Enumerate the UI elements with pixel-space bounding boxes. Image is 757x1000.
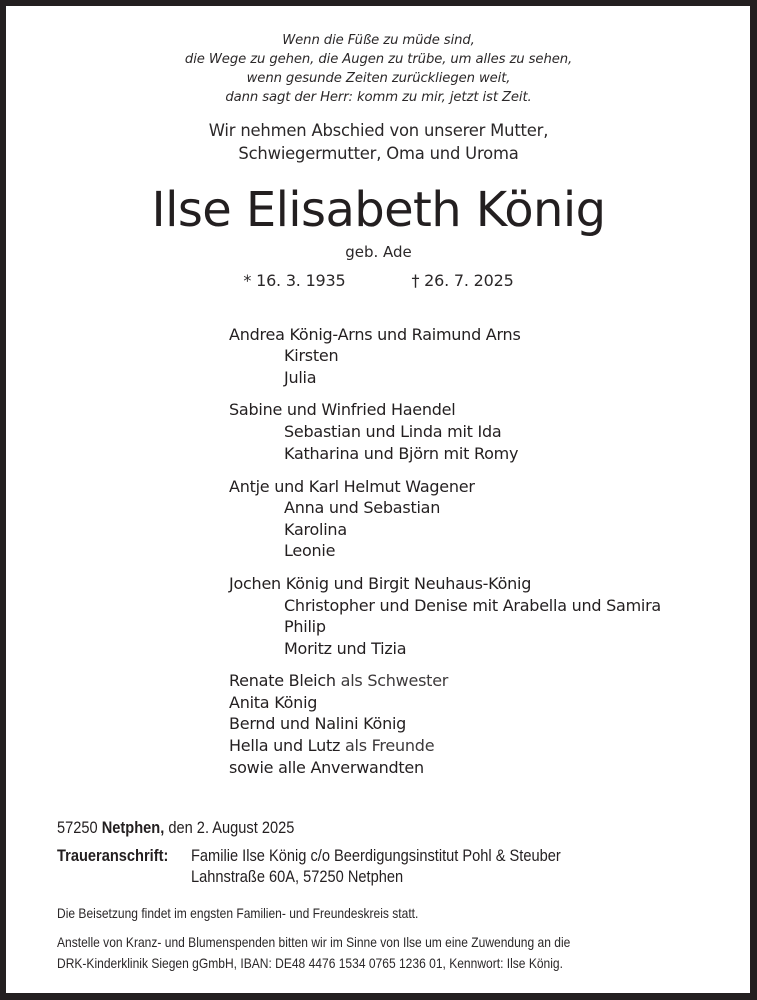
poem-line: die Wege zu gehen, die Augen zu trübe, um alles zu sehen,: [184, 52, 573, 67]
mourner-child: Christopher und Denise mit Arabella und Samira: [284, 596, 661, 615]
mourner-relation: als Freunde: [344, 736, 435, 755]
birth-date: * 16. 3. 1935: [243, 271, 346, 290]
mourner-other-name: Hella und Lutz: [229, 736, 341, 755]
mourner-relation: als Schwester: [340, 671, 449, 690]
mourner-other-name: Anita König: [229, 693, 318, 712]
poem-line: Wenn die Füße zu müde sind,: [282, 33, 475, 48]
publication-date: den 2. August 2025: [168, 818, 295, 837]
deceased-name: Ilse Elisabeth König: [151, 182, 606, 238]
mourner-other-name: sowie alle Anverwandten: [229, 758, 424, 777]
mourner-child: Karolina: [284, 520, 347, 539]
donation-line: Anstelle von Kranz- und Blumenspenden bitten wir im Sinne von Ilse um eine Zuwendung an die: [57, 934, 571, 950]
poem-line: dann sagt der Herr: komm zu mir, jetzt ist Zeit.: [225, 90, 532, 105]
burial-note: Die Beisetzung findet im engsten Familien- und Freundeskreis statt.: [57, 905, 419, 921]
mourner-other-name: Renate Bleich: [229, 671, 336, 690]
address-label: Traueranschrift:: [57, 846, 169, 865]
mourner-child: Moritz und Tizia: [284, 639, 407, 658]
address-line: Familie Ilse König c/o Beerdigungsinstitut Pohl & Steuber: [191, 846, 561, 865]
mourner-other: [229, 738, 434, 754]
address-line: Lahnstraße 60A, 57250 Netphen: [191, 867, 404, 886]
intro-line: Wir nehmen Abschied von unserer Mutter,: [208, 121, 549, 140]
death-date: † 26. 7. 2025: [411, 271, 514, 290]
mourner-group-head: Antje und Karl Helmut Wagener: [229, 477, 475, 496]
mourner-other-name: Bernd und Nalini König: [229, 714, 407, 733]
poem-line: wenn gesunde Zeiten zurückliegen weit,: [246, 71, 511, 86]
mourner-other: [229, 716, 406, 732]
postcode: 57250: [57, 818, 98, 837]
mourner-group-head: Jochen König und Birgit Neuhaus-König: [229, 574, 532, 593]
mourner-child: Leonie: [284, 541, 336, 560]
mourner-child: Philip: [284, 617, 326, 636]
life-dates: [0, 273, 757, 289]
city: Netphen,: [101, 818, 165, 837]
birth-name: geb. Ade: [345, 243, 412, 261]
place-date: [57, 819, 294, 836]
mourner-group-head: Andrea König-Arns und Raimund Arns: [229, 325, 521, 344]
mourner-child: Anna und Sebastian: [284, 498, 441, 517]
mourner-other: [229, 673, 448, 689]
mourner-child: Sebastian und Linda mit Ida: [284, 422, 502, 441]
donation-line: DRK-Kinderklinik Siegen gGmbH, IBAN: DE48 4476 1534 0765 1236 01, Kennwort: Ilse König.: [57, 955, 563, 971]
mourner-other: [229, 760, 424, 776]
intro-line: Schwiegermutter, Oma und Uroma: [238, 144, 519, 163]
mourner-child: Katharina und Björn mit Romy: [284, 444, 519, 463]
mourner-group-head: Sabine und Winfried Haendel: [229, 400, 456, 419]
mourner-child: Julia: [284, 368, 317, 387]
mourner-child: Kirsten: [284, 346, 339, 365]
mourner-other: [229, 695, 317, 711]
